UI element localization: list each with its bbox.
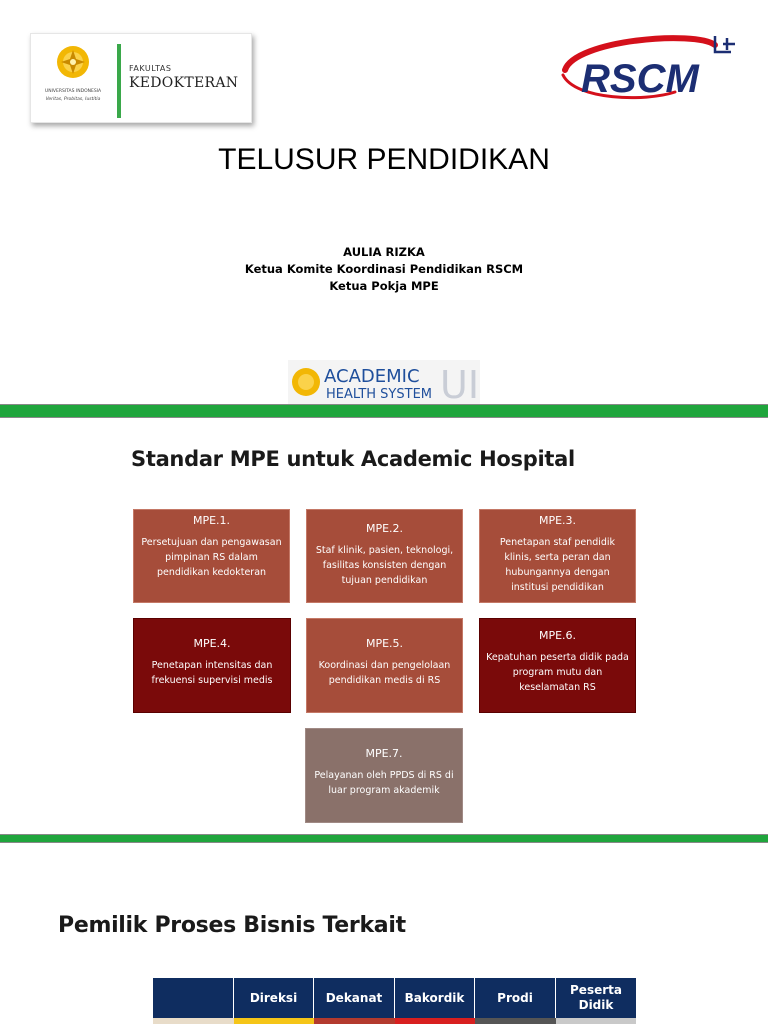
table-column	[153, 978, 234, 1024]
mpe-code: MPE.6.	[538, 629, 577, 642]
mpe-box-7	[305, 728, 463, 823]
table-column	[314, 978, 395, 1024]
slide-title	[0, 0, 768, 420]
process-owner-table	[153, 978, 636, 1024]
mpe-box-1	[133, 509, 290, 603]
mpe-box-4	[133, 618, 291, 713]
mpe-box-6	[479, 618, 636, 713]
faculty-name: KEDOKTERAN	[129, 75, 239, 91]
university-name: UNIVERSITAS INDONESIA Veritas, Probitas, Iustitia	[44, 89, 102, 102]
fk-ui-logo	[30, 33, 252, 123]
mpe-description: Kepatuhan peserta didik pada program mutu dan keselamatan RS	[486, 652, 629, 693]
mpe-description: Staf klinik, pasien, teknologi, fasilitas konsisten dengan tujuan pendidikan	[315, 545, 454, 586]
svg-text:UI: UI	[440, 363, 480, 404]
process-owner-title: Pemilik Proses Bisnis Terkait	[58, 913, 406, 938]
mpe-description: Koordinasi dan pengelolaan pendidikan medis di RS	[318, 660, 451, 686]
mpe-box-2	[306, 509, 463, 603]
table-column	[234, 978, 314, 1024]
mpe-box-3	[479, 509, 636, 603]
svg-text:ACADEMIC: ACADEMIC	[324, 366, 420, 387]
table-color-strip	[153, 1018, 234, 1024]
mpe-code: MPE.4.	[193, 637, 231, 650]
table-column	[556, 978, 636, 1024]
mpe-box-5	[306, 618, 463, 713]
logo-divider	[117, 44, 121, 118]
table-color-strip	[234, 1018, 314, 1024]
table-column	[395, 978, 475, 1024]
presentation-title: TELUSUR PENDIDIKAN	[218, 143, 550, 176]
table-column	[475, 978, 556, 1024]
mpe-code: MPE.7.	[365, 747, 403, 760]
mpe-code: MPE.3.	[538, 514, 577, 527]
table-color-strip	[475, 1018, 556, 1024]
slide-divider-bar	[0, 404, 768, 418]
table-header-blank	[153, 978, 234, 1018]
table-header-bakordik: Bakordik	[395, 978, 475, 1018]
table-color-strip	[395, 1018, 475, 1024]
author-role-1: Ketua Komite Koordinasi Pendidikan RSCM	[244, 262, 524, 276]
mpe-description: Penetapan intensitas dan frekuensi supervisi medis	[151, 660, 273, 686]
table-header-direksi: Direksi	[234, 978, 314, 1018]
author-block	[0, 244, 768, 295]
mpe-description: Pelayanan oleh PPDS di RS di luar program akademik	[314, 770, 454, 796]
mpe-code: MPE.5.	[365, 637, 404, 650]
slide-divider-bar	[0, 834, 768, 843]
rscm-logo-text: RSCM	[581, 57, 699, 101]
table-header-dekanat: Dekanat	[314, 978, 395, 1018]
table-color-strip	[556, 1018, 636, 1024]
author-role-2: Ketua Pokja MPE	[329, 279, 439, 293]
mpe-code: MPE.2.	[365, 522, 404, 535]
table-header-peserta-didik: Peserta Didik	[556, 978, 636, 1018]
svg-text:HEALTH SYSTEM: HEALTH SYSTEM	[326, 387, 432, 402]
mpe-description: Penetapan staf pendidik klinis, serta peran dan hubungannya dengan institusi pendidikan	[499, 537, 616, 593]
table-color-strip	[314, 1018, 395, 1024]
mpe-description: Persetujuan dan pengawasan pimpinan RS dalam pendidikan kedokteran	[141, 537, 282, 578]
table-header-prodi: Prodi	[475, 978, 556, 1018]
mpe-code: MPE.1.	[192, 514, 231, 527]
academic-health-system-logo	[288, 360, 480, 404]
rscm-logo	[555, 30, 745, 110]
faculty-label: FAKULTAS	[129, 64, 172, 73]
author-name: AULIA RIZKA	[343, 245, 425, 259]
mpe-standards-title: Standar MPE untuk Academic Hospital	[131, 447, 575, 471]
